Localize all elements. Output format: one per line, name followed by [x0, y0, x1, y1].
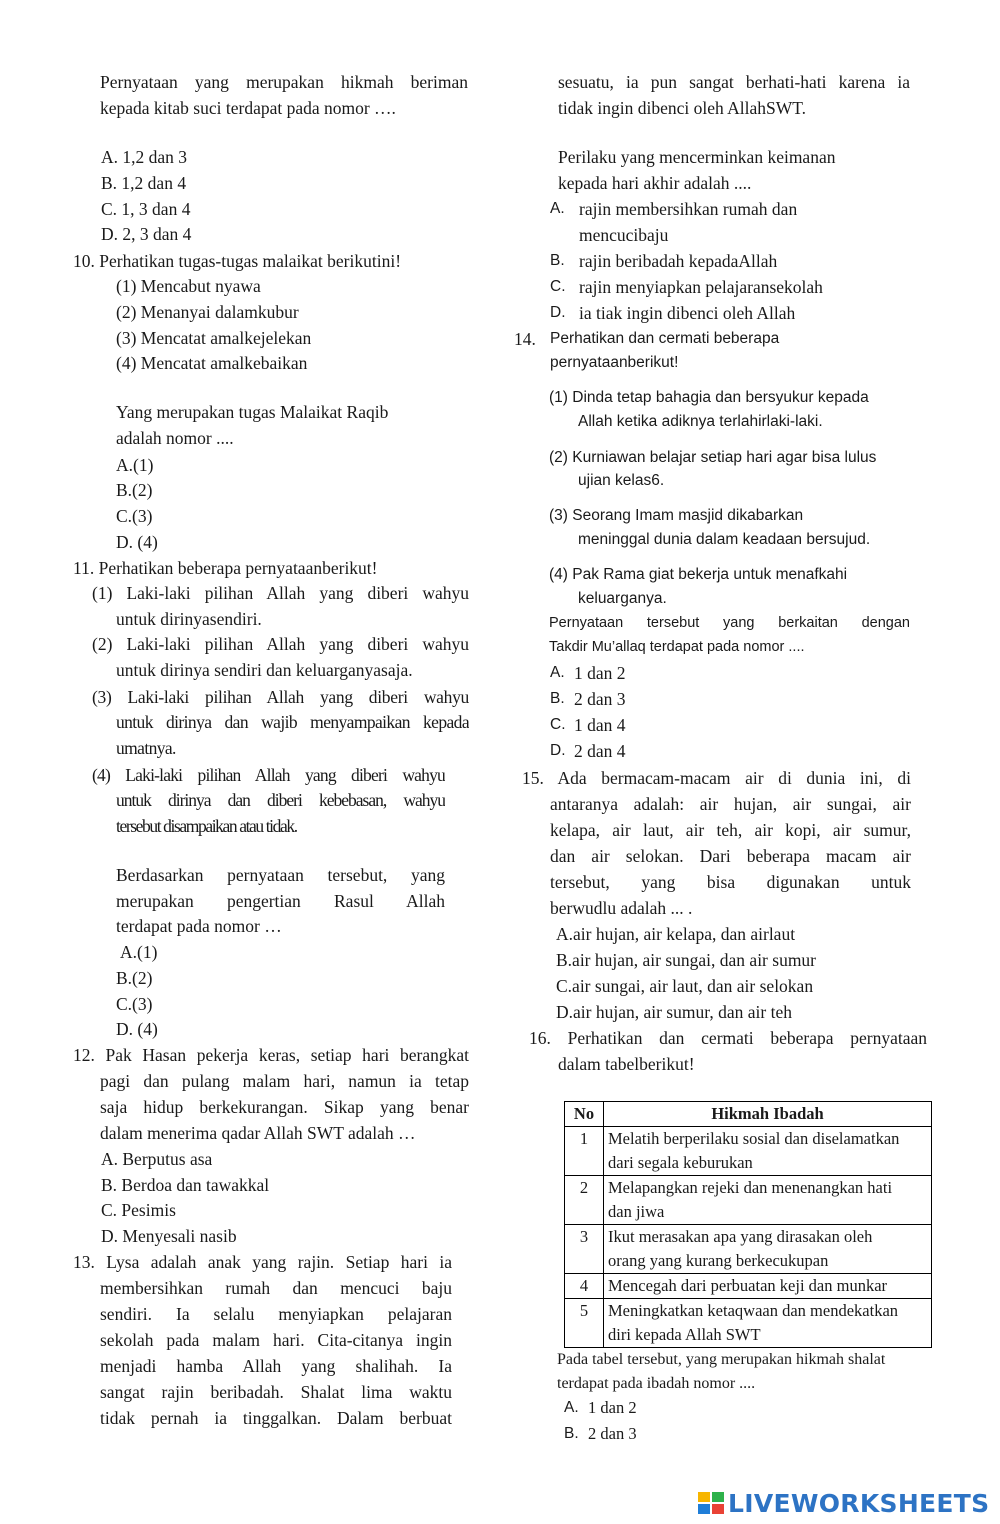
- q14-item-3-cont: meninggal dunia dalam keadaan bersujud.: [578, 531, 871, 548]
- q12-option-b[interactable]: B. Berdoa dan tawakkal: [101, 1175, 270, 1195]
- q14-title: pernyataanberikut!: [550, 354, 679, 371]
- option-letter: D.: [550, 742, 566, 759]
- q10-question-line: Yang merupakan tugas Malaikat Raqib: [116, 402, 389, 422]
- q14-item-1-cont: Allah ketika adiknya terlahirlaki-laki.: [578, 413, 823, 430]
- option-letter: B.: [550, 690, 565, 707]
- q14-item-2: (2) Kurniawan belajar setiap hari agar bisa lulus: [549, 449, 877, 466]
- option-letter: C.: [550, 716, 566, 733]
- table-row: [565, 1127, 932, 1176]
- q10-question-line: adalah nomor ....: [116, 428, 234, 448]
- q10-option-d[interactable]: D. (4): [116, 532, 158, 552]
- q11-item-4-cont: tersebut disampaikan atau tidak.: [116, 816, 297, 836]
- q14-number: 14.: [514, 329, 536, 349]
- option-letter: B.: [564, 1425, 579, 1442]
- q13-line: sangat rajin beribadah. Shalat lima waktu: [100, 1382, 452, 1402]
- q9-option-a[interactable]: A. 1,2 dan 3: [101, 147, 188, 167]
- q11-item-3: (3) Laki-laki pilihan Allah yang diberi wahyu: [92, 687, 469, 707]
- q14-item-1: (1) Dinda tetap bahagia dan bersyukur kepada: [549, 389, 869, 406]
- q11-option-c[interactable]: C.(3): [116, 994, 153, 1014]
- q11-title: 11. Perhatikan beberapa pernyataanberikut!: [73, 558, 378, 578]
- option-letter: A.: [550, 664, 565, 681]
- q9-intro-line: kepada kitab suci terdapat pada nomor ….: [100, 98, 396, 118]
- q15-line: dan air selokan. Dari beberapa macam air: [550, 846, 911, 866]
- q11-item-4-cont: untuk dirinya dan diberi kebebasan, wahyu: [116, 790, 445, 810]
- option-text: 2 dan 3: [574, 689, 626, 709]
- q13-question-line: Perilaku yang mencerminkan keimanan: [558, 147, 836, 167]
- q10-option-c[interactable]: C.(3): [116, 506, 153, 526]
- q14-item-2-cont: ujian kelas6.: [578, 472, 665, 489]
- q11-question-line: Berdasarkan pernyataan tersebut, yang: [116, 865, 445, 885]
- q15-option-b[interactable]: B.air hujan, air sungai, dan air sumur: [556, 950, 817, 970]
- table-row: [565, 1274, 932, 1299]
- table-cell-no: 4: [565, 1274, 604, 1299]
- table-cell-hikmah: Melapangkan rejeki dan menenangkan hati dan jiwa: [604, 1176, 932, 1225]
- q13-line: menjadi hamba Allah yang shalihah. Ia: [100, 1356, 452, 1376]
- option-text: 2 dan 4: [574, 741, 626, 761]
- q13-line: membersihkan rumah dan mencuci baju: [100, 1278, 452, 1298]
- q9-option-d[interactable]: D. 2, 3 dan 4: [101, 224, 192, 244]
- q13-line: tidak pernah ia tinggalkan. Dalam berbuat: [100, 1408, 452, 1428]
- q15-line: antaranya adalah: air hujan, air sungai, air: [550, 794, 911, 814]
- option-letter: B.: [550, 252, 565, 269]
- q15-option-a[interactable]: A.air hujan, air kelapa, dan airlaut: [556, 924, 796, 944]
- q10-item: (3) Mencatat amalkejelekan: [116, 328, 312, 348]
- q11-item-2-cont: untuk dirinya sendiri dan keluarganyasaja.: [116, 660, 413, 680]
- table-cell-no: 2: [565, 1176, 604, 1225]
- q11-item-1-cont: untuk dirinyasendiri.: [116, 609, 262, 629]
- q16-title-cont: dalam tabelberikut!: [558, 1054, 695, 1074]
- q13-cont-line: sesuatu, ia pun sangat berhati-hati karena ia: [558, 72, 910, 92]
- logo-text: LIVEWORKSHEETS: [728, 1488, 990, 1518]
- q14-item-4: (4) Pak Rama giat bekerja untuk menafkahi: [549, 566, 848, 583]
- q13-question-line: kepada hari akhir adalah ....: [558, 173, 752, 193]
- table-header-row: [565, 1102, 932, 1127]
- q11-option-a[interactable]: A.(1): [120, 942, 158, 962]
- table-cell-hikmah: Mencegah dari perbuatan keji dan munkar: [604, 1274, 932, 1299]
- column-header-no: No: [565, 1102, 604, 1127]
- q11-item-3-cont: untuk dirinya dan wajib menyampaikan kepada: [116, 712, 469, 732]
- option-text: ia tiak ingin dibenci oleh Allah: [579, 303, 796, 323]
- q11-question-line: merupakan pengertian Rasul Allah: [116, 891, 445, 911]
- table-row: [565, 1176, 932, 1225]
- table-cell-no: 1: [565, 1127, 604, 1176]
- option-text: rajin beribadah kepadaAllah: [579, 251, 778, 271]
- q15-line: berwudlu adalah ... .: [550, 898, 693, 918]
- q15-title: 15. Ada bermacam-macam air di dunia ini, di: [522, 768, 911, 788]
- q12-line: dalam menerima qadar Allah SWT adalah …: [100, 1123, 416, 1143]
- option-text: 1 dan 4: [574, 715, 626, 735]
- q14-item-3: (3) Seorang Imam masjid dikabarkan: [549, 507, 804, 524]
- q12-option-d[interactable]: D. Menyesali nasib: [101, 1226, 237, 1246]
- q14-question-line: Pernyataan tersebut yang berkaitan dengan: [549, 615, 910, 631]
- hikmah-ibadah-table: [564, 1101, 932, 1348]
- q9-option-c[interactable]: C. 1, 3 dan 4: [101, 199, 191, 219]
- q9-intro-line: Pernyataan yang merupakan hikmah beriman: [100, 72, 468, 92]
- q11-item-2: (2) Laki-laki pilihan Allah yang diberi wahyu: [92, 634, 469, 654]
- q13-title: 13. Lysa adalah anak yang rajin. Setiap hari ia: [73, 1252, 452, 1272]
- q15-option-d[interactable]: D.air hujan, air sumur, dan air teh: [556, 1002, 792, 1022]
- q14-item-4-cont: keluarganya.: [578, 590, 667, 607]
- q11-question-line: terdapat pada nomor …: [116, 916, 282, 936]
- q10-item: (1) Mencabut nyawa: [116, 276, 261, 296]
- q11-option-b[interactable]: B.(2): [116, 968, 153, 988]
- q10-item: (2) Menanyai dalamkubur: [116, 302, 299, 322]
- q12-line: pagi dan pulang malam hari, namun ia tetap: [100, 1071, 469, 1091]
- q10-option-a[interactable]: A.(1): [116, 455, 154, 475]
- q16-title: 16. Perhatikan dan cermati beberapa pernyataan: [529, 1028, 927, 1048]
- table-row: [565, 1299, 932, 1348]
- q14-question-line: Takdir Mu’allaq terdapat pada nomor ....: [549, 639, 805, 655]
- q16-question-line: terdapat pada ibadah nomor ....: [557, 1375, 756, 1392]
- column-header-hikmah: Hikmah Ibadah: [604, 1102, 932, 1127]
- q11-item-4: (4) Laki-laki pilihan Allah yang diberi wahyu: [92, 765, 445, 785]
- q15-line: tersebut, yang bisa digunakan untuk: [550, 872, 911, 892]
- liveworksheets-logo-icon: [698, 1492, 724, 1514]
- q10-item: (4) Mencatat amalkebaikan: [116, 353, 308, 373]
- q11-item-3-cont: umatnya.: [116, 738, 176, 758]
- q12-option-c[interactable]: C. Pesimis: [101, 1200, 176, 1220]
- table-cell-no: 5: [565, 1299, 604, 1348]
- option-letter: D.: [550, 304, 566, 321]
- table-cell-hikmah: Meningkatkan ketaqwaan dan mendekatkan diri kepada Allah SWT: [604, 1299, 932, 1348]
- table-cell-no: 3: [565, 1225, 604, 1274]
- option-letter: A.: [550, 200, 565, 217]
- q12-option-a[interactable]: A. Berputus asa: [101, 1149, 213, 1169]
- q12-line: saja hidup berkekurangan. Sikap yang benar: [100, 1097, 469, 1117]
- q15-option-c[interactable]: C.air sungai, air laut, dan air selokan: [556, 976, 814, 996]
- option-text: 2 dan 3: [588, 1424, 637, 1443]
- q15-line: kelapa, air laut, air teh, air kopi, air sumur,: [550, 820, 911, 840]
- q10-option-b[interactable]: B.(2): [116, 480, 153, 500]
- q11-option-d[interactable]: D. (4): [116, 1019, 158, 1039]
- table-cell-hikmah: Ikut merasakan apa yang dirasakan oleh orang yang kurang berkecukupan: [604, 1225, 932, 1274]
- q10-title: 10. Perhatikan tugas-tugas malaikat berikutini!: [73, 251, 402, 271]
- option-text: rajin membersihkan rumah dan: [579, 199, 798, 219]
- q13-cont-line: tidak ingin dibenci oleh AllahSWT.: [558, 98, 807, 118]
- table-cell-hikmah: Melatih berperilaku sosial dan diselamatkan dari segala keburukan: [604, 1127, 932, 1176]
- option-text: rajin menyiapkan pelajaransekolah: [579, 277, 823, 297]
- option-letter: A.: [564, 1399, 579, 1416]
- q12-title: 12. Pak Hasan pekerja keras, setiap hari berangkat: [73, 1045, 469, 1065]
- option-letter: C.: [550, 278, 566, 295]
- option-text: 1 dan 2: [588, 1398, 637, 1417]
- q14-title: Perhatikan dan cermati beberapa: [550, 330, 780, 347]
- table-row: [565, 1225, 932, 1274]
- liveworksheets-logo[interactable]: [698, 1488, 989, 1518]
- q13-line: sendiri. Ia selalu menyiapkan pelajaran: [100, 1304, 452, 1324]
- q9-option-b[interactable]: B. 1,2 dan 4: [101, 173, 187, 193]
- option-text: mencucibaju: [579, 225, 669, 245]
- option-text: 1 dan 2: [574, 663, 626, 683]
- q13-line: sekolah pada malam hari. Cita-citanya ingin: [100, 1330, 452, 1350]
- q16-question-line: Pada tabel tersebut, yang merupakan hikmah shalat: [557, 1351, 886, 1368]
- q11-item-1: (1) Laki-laki pilihan Allah yang diberi wahyu: [92, 583, 469, 603]
